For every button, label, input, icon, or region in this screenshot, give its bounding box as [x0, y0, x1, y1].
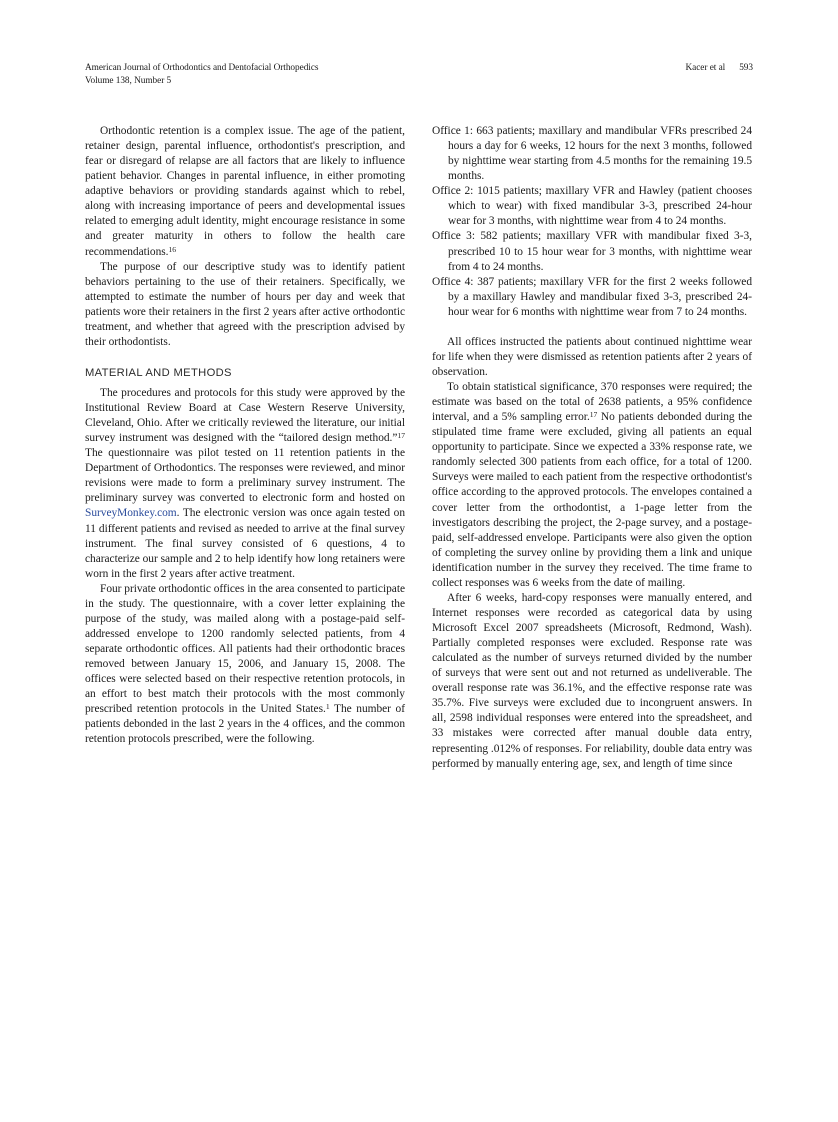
- reference-marker: 1: [325, 702, 330, 712]
- column-right: [432, 124, 752, 1034]
- running-head-journal: [85, 62, 318, 87]
- surveymonkey-link[interactable]: SurveyMonkey.com: [85, 507, 177, 520]
- paragraph-retention-complexity: [85, 124, 405, 260]
- section-heading-material-and-methods: MATERIAL AND METHODS: [85, 367, 232, 380]
- list-item: Office 1: 663 patients; maxillary and mandibular VFRs prescribed 24 hours a day for 6 weeks, 12 hours for the next 3 months, followed by nighttime wear starting from 4.5 months for the remaining 19.5 months.: [432, 125, 752, 183]
- journal-volume-issue: Volume 138, Number 5: [85, 75, 172, 86]
- paragraph-text-part3: . The electronic version was once again tested on 11 different patients and revised as needed to arrive at the final survey instrument. The final survey consisted of 6 questions, 4 to characterize our sample and 2 to help identify how long retainers were worn in the first 2 years after active treatment.: [85, 507, 405, 580]
- paragraph-response-processing: After 6 weeks, hard-copy responses were manually entered, and Internet responses were recorded as categorical data by using Microsoft Excel 2007 spreadsheets (Microsoft, Redmond, Wash). Partially completed responses were excluded. Response rate was calculated as the number of surveys returned divided by the number of surveys that were sent out and not returned as undeliverable. The overall response rate was 36.1%, and the effective response rate was 35.7%. Five surveys were excluded due to incongruent answers. In all, 2598 individual responses were entered into the spreadsheet, and 33 mistakes were corrected after manual double data entry, representing .012% of responses. For reliability, double data entry was performed by manually entering age, sex, and length of time since: [432, 591, 752, 770]
- paragraph-study-purpose: The purpose of our descriptive study was to identify patient behaviors pertaining to the use of their retainers. Specifically, we attempted to estimate the number of hours per day and week that patients wore their retainers in the first 2 years after active orthodontic treatment, and whether that agreed with the prescription advised by their orthodontists.: [85, 260, 405, 348]
- running-head: [85, 62, 753, 87]
- paragraph-text-part2: The number of patients debonded in the last 2 years in the 4 offices, and the common retention protocols prescribed, were the following.: [85, 703, 405, 746]
- reference-marker: 17: [397, 430, 405, 440]
- paragraph-procedures-protocols: [85, 386, 405, 582]
- column-left: [85, 124, 405, 1034]
- list-item: Office 2: 1015 patients; maxillary VFR and Hawley (patient chooses which to wear) with fixed mandibular 3-3, prescribed 24-hour wear for 3 months, with nighttime wear from 4 to 24 months.: [432, 185, 752, 228]
- paragraph-text-part2: The questionnaire was pilot tested on 11 retention patients in the Department of Orthodontics. The responses were reviewed, and minor revisions were made to form a preliminary survey instrument. The preliminary survey was converted to electronic form and hosted on: [85, 447, 405, 505]
- paragraph-text: Orthodontic retention is a complex issue. The age of the patient, retainer design, parental influence, orthodontist's prescription, and fear or disregard of relapse are all factors that are likely to influence patient behavior. Changes in parental influence, in either promoting adaptive behaviors or providing standards against which to rebel, along with increasing importance of peers and developmental issues related to emerging adult identity, might encourage resistance in some and greater maturity in others to follow the health care recommendations.: [85, 125, 405, 258]
- paragraph-text-part1: The procedures and protocols for this study were approved by the Institutional Review Board at Case Western Reserve University, Cleveland, Ohio. After we critically reviewed the literature, our initial survey instrument was designed with the “tailored design method.”: [85, 386, 405, 445]
- paragraph-text-part2: No patients debonded during the stipulated time frame were excluded, giving all patients an equal opportunity to participate. Since we expected a 33% response rate, we randomly selected 300 patients from each office, for a total of 1200. Surveys were mailed to each patient from the respective orthodontist's office according to the approved protocols. The envelopes contained a cover letter from the orthodontist, a 1-page letter from the investigators describing the project, the 2-page survey, and a postage-paid, self-addressed envelope. Participants were also given the option of completing the survey online by providing them a link and unique identification number in the survey they received. The time frame to collect responses was 6 weeks from the date of mailing.: [432, 411, 753, 589]
- paragraph-nighttime-wear-instructions: All offices instructed the patients about continued nighttime wear for life when they were dismissed as retention patients after 2 years of observation.: [432, 335, 752, 378]
- paragraph-text-part1: Four private orthodontic offices in the area consented to participate in the study. The questionnaire, with a cover letter explaining the purpose of the study, was mailed along with a postage-paid self-addressed envelope to 1200 randomly selected patients, from 4 separate orthodontic offices. All patients had their orthodontic braces removed between January 15, 2006, and January 15, 2008. The offices were selected based on their respective retention protocols, in an effort to best match their protocols with the most commonly prescribed retention protocols in the United States.: [85, 582, 405, 716]
- journal-title: American Journal of Orthodontics and Dentofacial Orthopedics: [85, 63, 319, 73]
- paragraph-text-part1: To obtain statistical significance, 370 responses were required; the estimate was based on the total of 2638 patients, a 95% confidence interval, and a 5% sampling error.: [432, 381, 752, 424]
- paragraph-spacer: [432, 320, 752, 335]
- reference-marker: 17: [589, 409, 598, 419]
- article-body: [85, 124, 753, 1034]
- list-item: Office 3: 582 patients; maxillary VFR with mandibular fixed 3-3, prescribed 10 to 15 hour wear for 3 months, with nighttime wear from 4 to 24 months.: [432, 230, 752, 273]
- running-head-authors: Kacer et al: [685, 63, 726, 73]
- paragraph-statistical-significance: [432, 380, 752, 591]
- running-head-authors-page: [685, 62, 753, 75]
- page-number: 593: [739, 63, 753, 73]
- list-item: Office 4: 387 patients; maxillary VFR for the first 2 weeks followed by a maxillary Hawley and mandibular fixed 3-3, prescribed 24-hour wear for 6 months with nighttime wear from 7 to 24 months.: [432, 275, 752, 318]
- paragraph-four-offices: [85, 582, 405, 748]
- office-protocol-list: [432, 124, 752, 320]
- reference-marker: 16: [168, 244, 177, 254]
